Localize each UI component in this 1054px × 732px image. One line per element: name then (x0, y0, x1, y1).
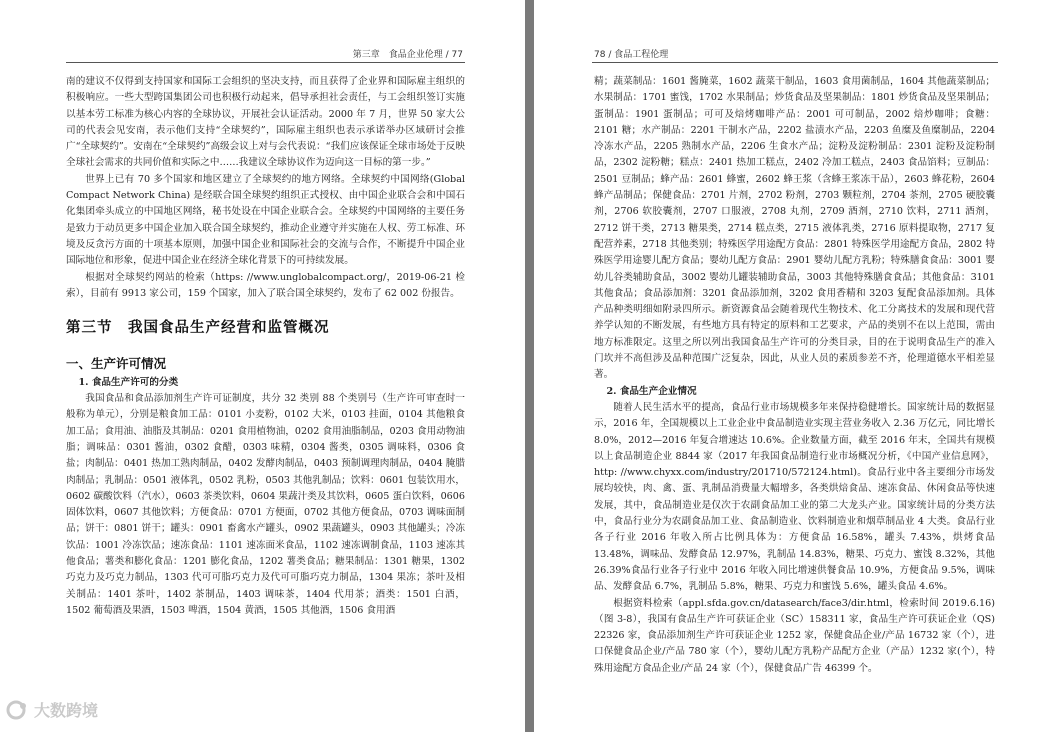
running-head: 第三章 食品企业伦理 / 77 (352, 50, 463, 60)
heading-3: 2. 食品生产企业情况 (606, 385, 697, 397)
watermark-text: 大数跨境 (34, 701, 99, 720)
right-page (534, 0, 1054, 732)
paragraph: 根据资料检索（appl.sfda.gov.cn/datasearch/face3/dir.html，检索时间 2019.6.16)（图 3-8），我国有食品生产许可获证企业（SC）158311 家，食品生产许可获证企业（QS) 22326 家，食品添加剂生产许可获证企业 1252 家，保健食品企业/产品 16732 家（个），进口保健食品企业/产品 780 家（个），婴幼儿配方乳粉产品配方企业（产品）1232 家(个），特殊用途配方食品企业/产品 24 家（个），保健食品广告 46399 个。 (594, 597, 995, 674)
paragraph: 南的建议不仅得到支持国家和国际工会组织的坚决支持，而且获得了企业界和国际雇主组织的积极响应。一些大型跨国集团公司也积极行动起来，倡导承担社会责任，与工会组织签订实施以基本劳工标准为核心内容的全球协议，开展社会认证活动。2000 年 7 月，世界 50 家大公司的代表会见安南，表示他们支持“全球契约”，国际雇主组织也表示承诺举办区域研讨会推广“全球契约”。安南在“全球契约”高级会议上对与会代表说：“我们应该保证全球市场处于反映全球社会需求的共同价值和实际之中……我建议全球协议作为迈向这一目标的第一步。” (66, 76, 465, 169)
paragraph: 根据对全球契约网站的检索（https: //www.unglobalcompact.org/，2019-06-21 检索），目前有 9913 家公司，159 个国家，加入了联合国全球契约，发布了 62 002 份报告。 (66, 271, 465, 299)
left-page (0, 0, 525, 732)
subsection-title: 一、生产许可情况 (66, 356, 167, 372)
page-body (66, 74, 465, 619)
paragraph: 随着人民生活水平的提高，食品行业市场规模多年来保持稳健增长。国家统计局的数据显示，2016 年，全国规模以上工业企业中食品制造业实现主营业务收入 2.36 万亿元，同比增长 8.0%，2012—2016 年复合增速达 10.6%。企业数量方面，截至 2016 年末，全国共有规模以上食品制造企业 8844 家（2017 年我国食品制造行业市场概况分析，《中国产业信息网》，http: //www.chyxx.com/industry/201710/572124.html)。食品行业中各主要细分市场发展均较快，肉、禽、蛋、乳制品消费量大幅增多，各类烘焙食品、速冻食品、休闲食品等快速发展，其中，食品制造业是仅次于农副食品加工业的第二大龙头产业。国家统计局的分类方法中，食品行业分为农副食品加工业、食品制造业、饮料制造业和烟草制品业 4 大类。食品行业各子行业 2016 年收入所占比例具体为：方便食品 16.58%，罐头 7.43%，烘烤食品 13.48%，调味品、发酵食品 12.97%，乳制品 14.83%，糖果、巧克力、蜜饯 8.32%，其他 26.39%食品行业各子行业中 2016 年收入同比增速供餐食品 10.9%，方便食品 9.5%，调味品、发酵食品 6.7%，乳制品 5.8%，糖果、巧克力和蜜饯 5.6%，罐头食品 4.6%。 (594, 401, 995, 593)
watermark (6, 698, 98, 721)
section-title: 第三节 我国食品生产经营和监管概况 (66, 319, 330, 337)
header-rule (592, 62, 998, 63)
paragraph: 世界上已有 70 多个国家和地区建立了全球契约的地方网络。全球契约中国网络(Global Compact Network China) 是经联合国全球契约组织正式授权、由中国企业联合会和中国石化集团牵头成立的中国地区网络，秘书处设在中国企业联合会。全球契约中国网络的主要任务是致力于动员更多中国企业加入联合国全球契约，推动企业遵守并实施在人权、劳工标准、环境及反贪污方面的十项基本原则，加强中国企业和国际社会的交流与合作，不断提升中国企业国际地位和形象，促进中国企业在经济全球化背景下的可持续发展。 (66, 173, 465, 267)
header-rule (66, 62, 465, 63)
running-head: 78 / 食品工程伦理 (594, 50, 669, 60)
watermark-logo-icon (6, 700, 30, 720)
page-gutter (525, 0, 534, 732)
page-body (594, 74, 995, 677)
paragraph: 精；蔬菜制品：1601 酱腌菜，1602 蔬菜干制品，1603 食用菌制品，1604 其他蔬菜制品；水果制品：1701 蜜饯，1702 水果制品；炒货食品及坚果制品：1801 炒货食品及坚果制品；蛋制品：1901 蛋制品；可可及焙烤咖啡产品：2001 可可制品，2002 焙炒咖啡；食糖：2101 糖；水产制品：2201 干制水产品，2202 盐渍水产品，2203 鱼糜及鱼糜制品，2204 冷冻水产品，2205 熟制水产品，2206 生食水产品；淀粉及淀粉制品：2301 淀粉及淀粉制品，2302 淀粉糖；糕点：2401 热加工糕点，2402 冷加工糕点，2403 食品馅料；豆制品：2501 豆制品；蜂产品：2601 蜂蜜，2602 蜂王浆（含蜂王浆冻干品），2603 蜂花粉，2604 蜂产品制品；保健食品：2701 片剂，2702 粉剂，2703 颗粒剂，2704 茶剂，2705 硬胶囊剂，2706 软胶囊剂，2707 口服液，2708 丸剂，2709 酒剂，2710 饮料，2711 酒剂，2712 饼干类，2713 糖果类，2714 糕点类，2715 液体乳类，2716 原料提取物，2717 复配营养素，2718 其他类别；特殊医学用途配方食品：2801 特殊医学用途配方食品，2802 特殊医学用途婴儿配方食品；婴幼儿配方食品：2901 婴幼儿配方乳粉；特殊膳食食品：3001 婴幼儿谷类辅助食品，3002 婴幼儿罐装辅助食品，3003 其他特殊膳食食品；其他食品：3101 其他食品；食品添加剂：3201 食品添加剂，3202 食用香精和 3203 复配食品添加剂。具体产品种类明细如附录四所示。新资源食品会随着现代生物技术、化工分离技术的发展和现代营养学认知的不断发展，有些地方具有特定的原料和工艺要求，产品的类别不在以上范围，需由地方标准限定。这里之所以列出我国食品生产许可的分类目录，目的在于说明食品生产的准入门坎并不高但涉及品种范围广泛复杂，因此，从业人员的素质参差不齐，伦理道德水平相差显著。 (594, 76, 995, 381)
heading-3: 1. 食品生产许可的分类 (78, 376, 179, 388)
paragraph: 我国食品和食品添加剂生产许可证制度，共分 32 类别 88 个类别号（生产许可审查时一般称为单元），分别是粮食加工品：0101 小麦粉，0102 大米，0103 挂面，0104 其他粮食加工品；食用油、油脂及其制品：0201 食用植物油，0202 食用油脂制品，0203 食用动物油脂；调味品：0301 酱油，0302 食醋，0303 味精，0304 酱类，0305 调味料，0306 食盐；肉制品：0401 热加工熟肉制品，0402 发酵肉制品，0403 预制调理肉制品，0404 腌腊肉制品；乳制品：0501 液体乳，0502 乳粉，0503 其他乳制品；饮料：0601 包装饮用水，0602 碳酸饮料（汽水），0603 茶类饮料，0604 果蔬汁类及其饮料，0605 蛋白饮料，0606 固体饮料，0607 其他饮料；方便食品：0701 方便面，0702 其他方便食品，0703 调味面制品；饼干：0801 饼干；罐头：0901 畜禽水产罐头，0902 果蔬罐头，0903 其他罐头；冷冻饮品：1001 冷冻饮品；速冻食品：1101 速冻面米食品，1102 速冻调制食品，1103 速冻其他食品；薯类和膨化食品：1201 膨化食品，1202 薯类食品；糖果制品：1301 糖果，1302 巧克力及巧克力制品，1303 代可可脂巧克力及代可可脂巧克力制品，1304 果冻；茶叶及相关制品：1401 茶叶，1402 茶制品，1403 调味茶，1404 代用茶；酒类：1501 白酒，1502 葡萄酒及果酒，1503 啤酒，1504 黄酒，1505 其他酒，1506 食用酒 (66, 393, 465, 616)
